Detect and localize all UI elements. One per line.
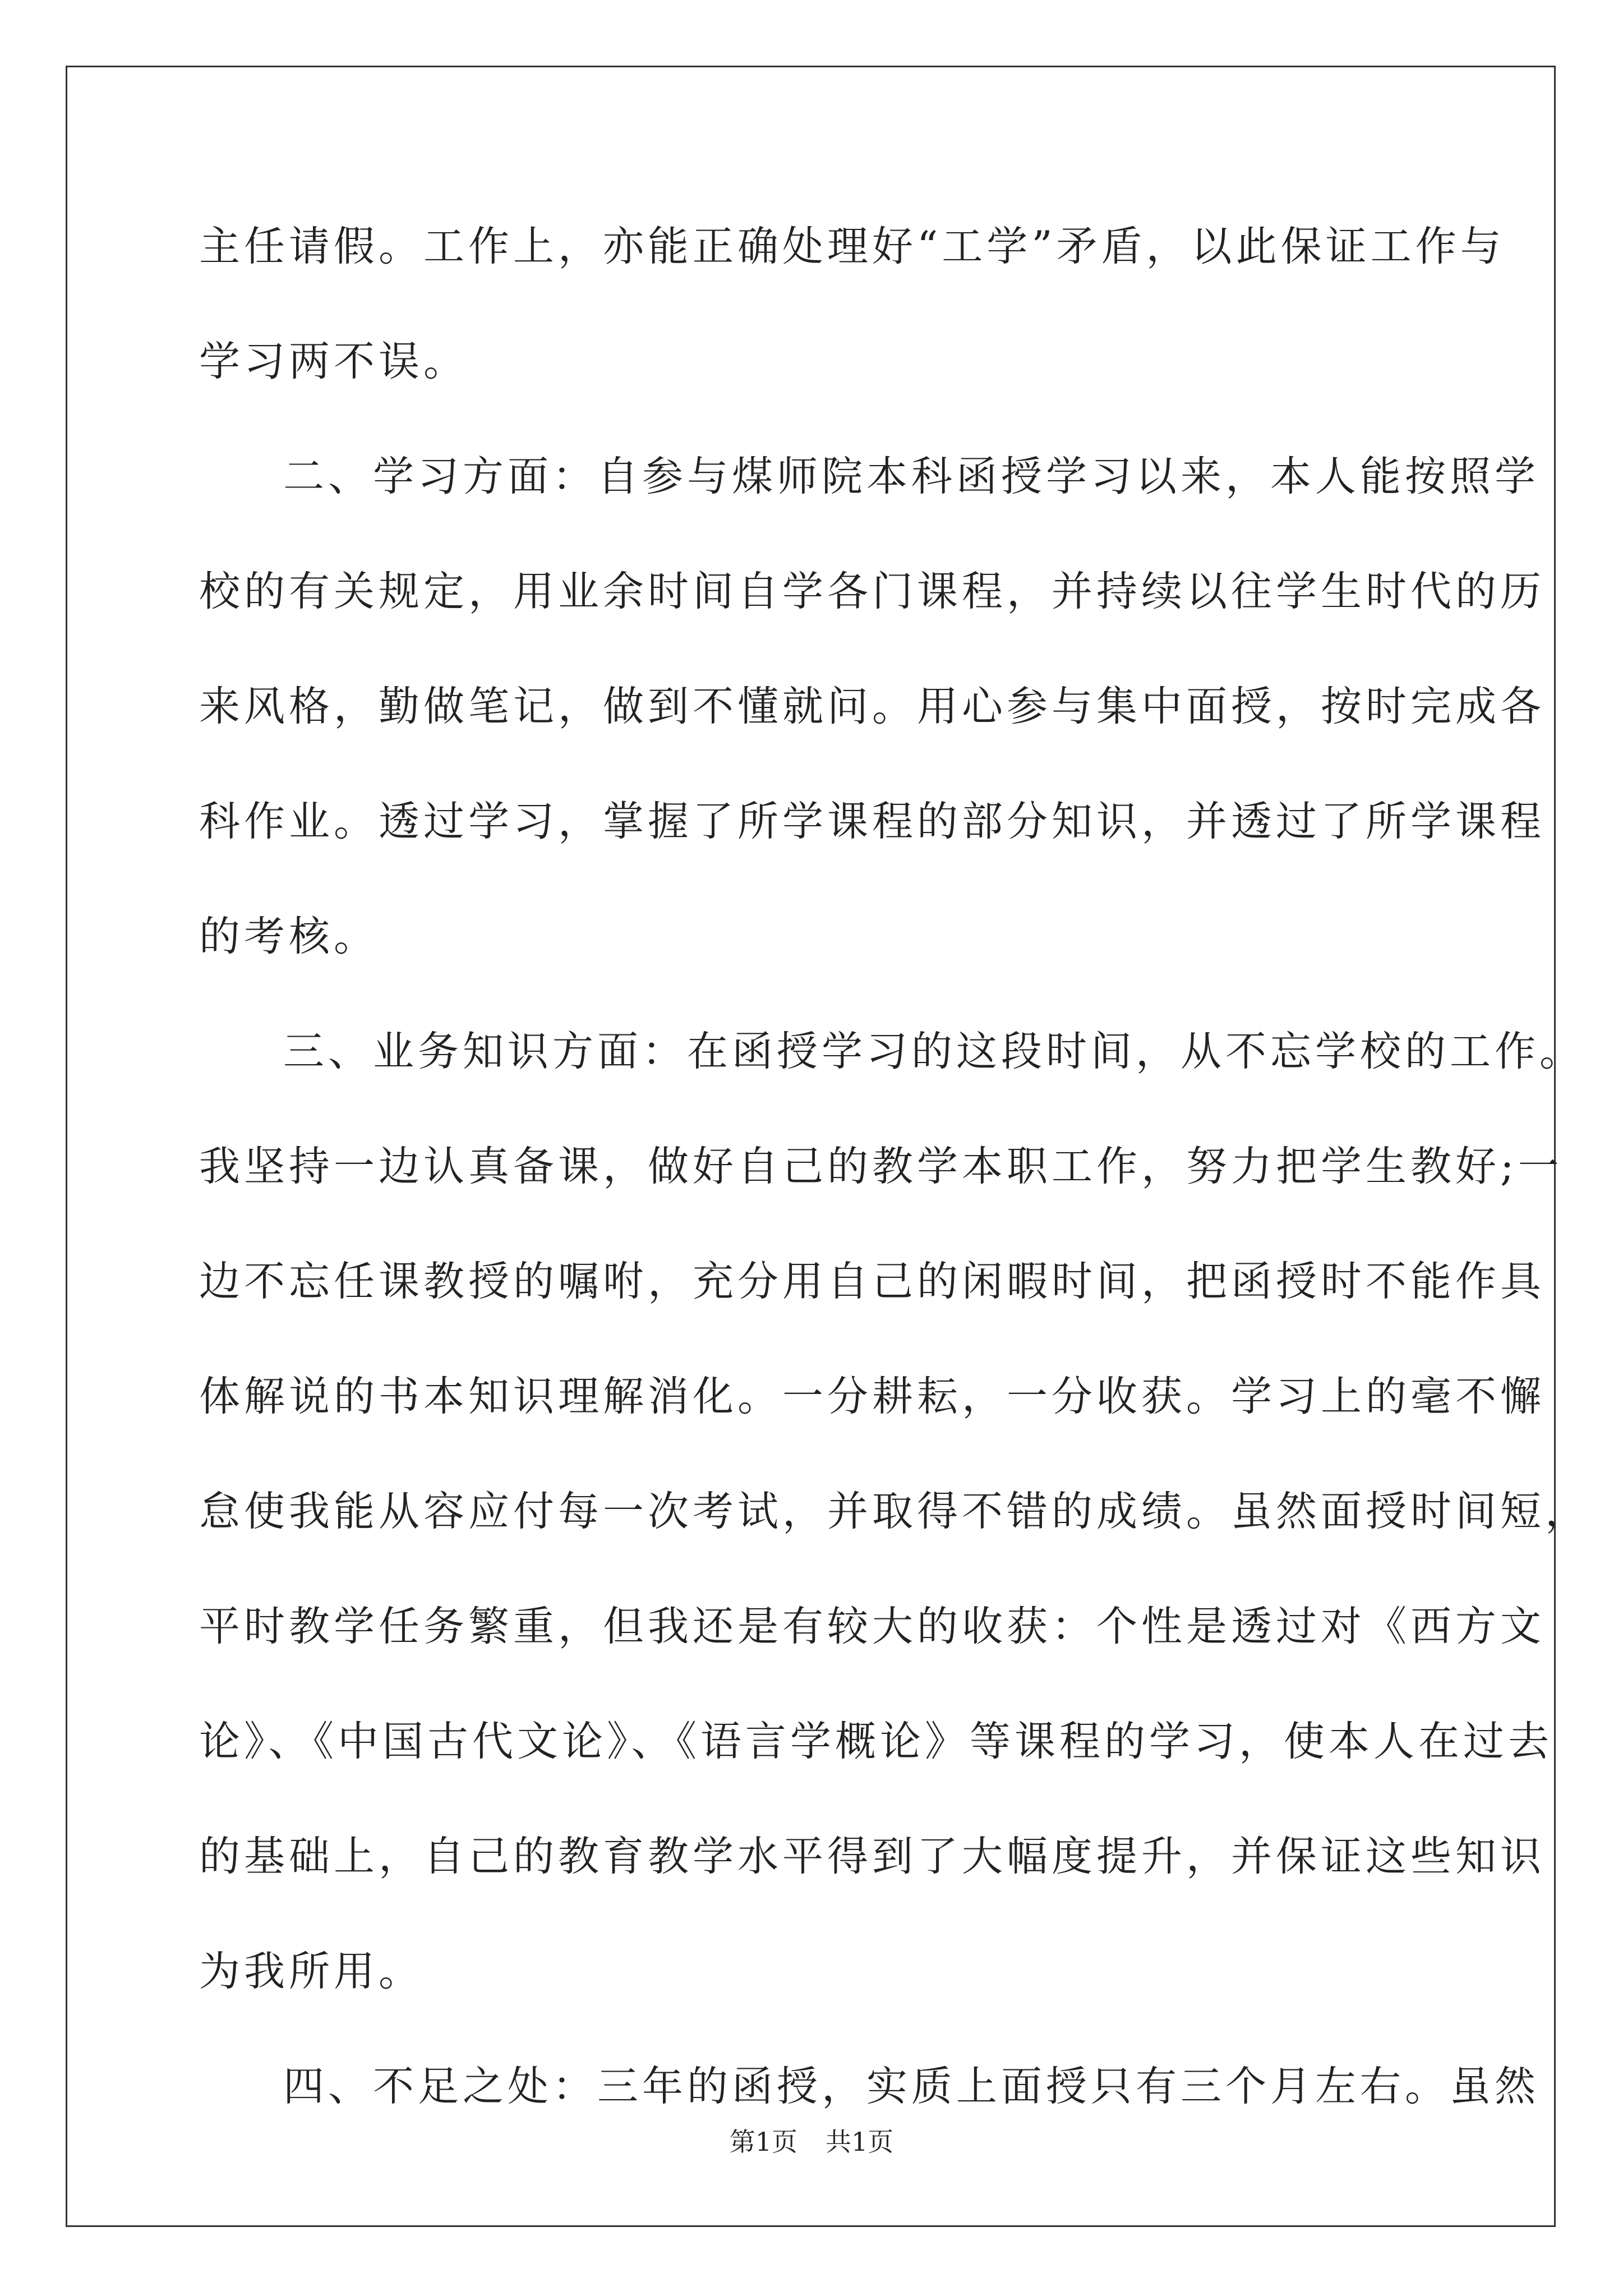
text-line: 为我所用。 bbox=[199, 1948, 423, 1995]
text-line: 怠使我能从容应付每一次考试，并取得不错的成绩。虽然面授时间短， bbox=[199, 1488, 1590, 1535]
text-line: 主任请假。工作上，亦能正确处理好“工学”矛盾，以此保证工作与 bbox=[199, 223, 1505, 270]
paragraph-start-line: 二、学习方面：自参与煤师院本科函授学习以来，本人能按照学 bbox=[283, 453, 1539, 500]
paragraph-start-line: 三、业务知识方面：在函授学习的这段时间，从不忘学校的工作。 bbox=[283, 1028, 1584, 1075]
paragraph-start-line: 四、不足之处：三年的函授，实质上面授只有三个月左右。虽然 bbox=[283, 2063, 1539, 2110]
page-total: 共1页 bbox=[826, 2127, 894, 2157]
document-body bbox=[199, 216, 1590, 2171]
text-line: 的基础上，自己的教育教学水平得到了大幅度提升，并保证这些知识 bbox=[199, 1833, 1545, 1880]
text-line: 边不忘任课教授的嘱咐，充分用自己的闲暇时间，把函授时不能作具 bbox=[199, 1258, 1545, 1305]
page-footer bbox=[0, 2125, 1623, 2159]
page-number: 第1页 bbox=[729, 2127, 797, 2157]
text-line: 的考核。 bbox=[199, 913, 379, 960]
text-line: 体解说的书本知识理解消化。一分耕耘，一分收获。学习上的毫不懈 bbox=[199, 1373, 1545, 1420]
text-line: 科作业。透过学习，掌握了所学课程的部分知识，并透过了所学课程 bbox=[199, 798, 1545, 845]
text-line: 我坚持一边认真备课，做好自己的教学本职工作，努力把学生教好;一 bbox=[199, 1143, 1563, 1190]
text-line: 校的有关规定，用业余时间自学各门课程，并持续以往学生时代的历 bbox=[199, 568, 1545, 615]
text-line: 平时教学任务繁重，但我还是有较大的收获：个性是透过对《西方文 bbox=[199, 1603, 1545, 1650]
text-line: 论》、《中国古代文论》、《语言学概论》等课程的学习，使本人在过去 bbox=[199, 1718, 1553, 1765]
text-line: 来风格，勤做笔记，做到不懂就问。用心参与集中面授，按时完成各 bbox=[199, 683, 1545, 730]
text-line: 学习两不误。 bbox=[199, 338, 468, 385]
